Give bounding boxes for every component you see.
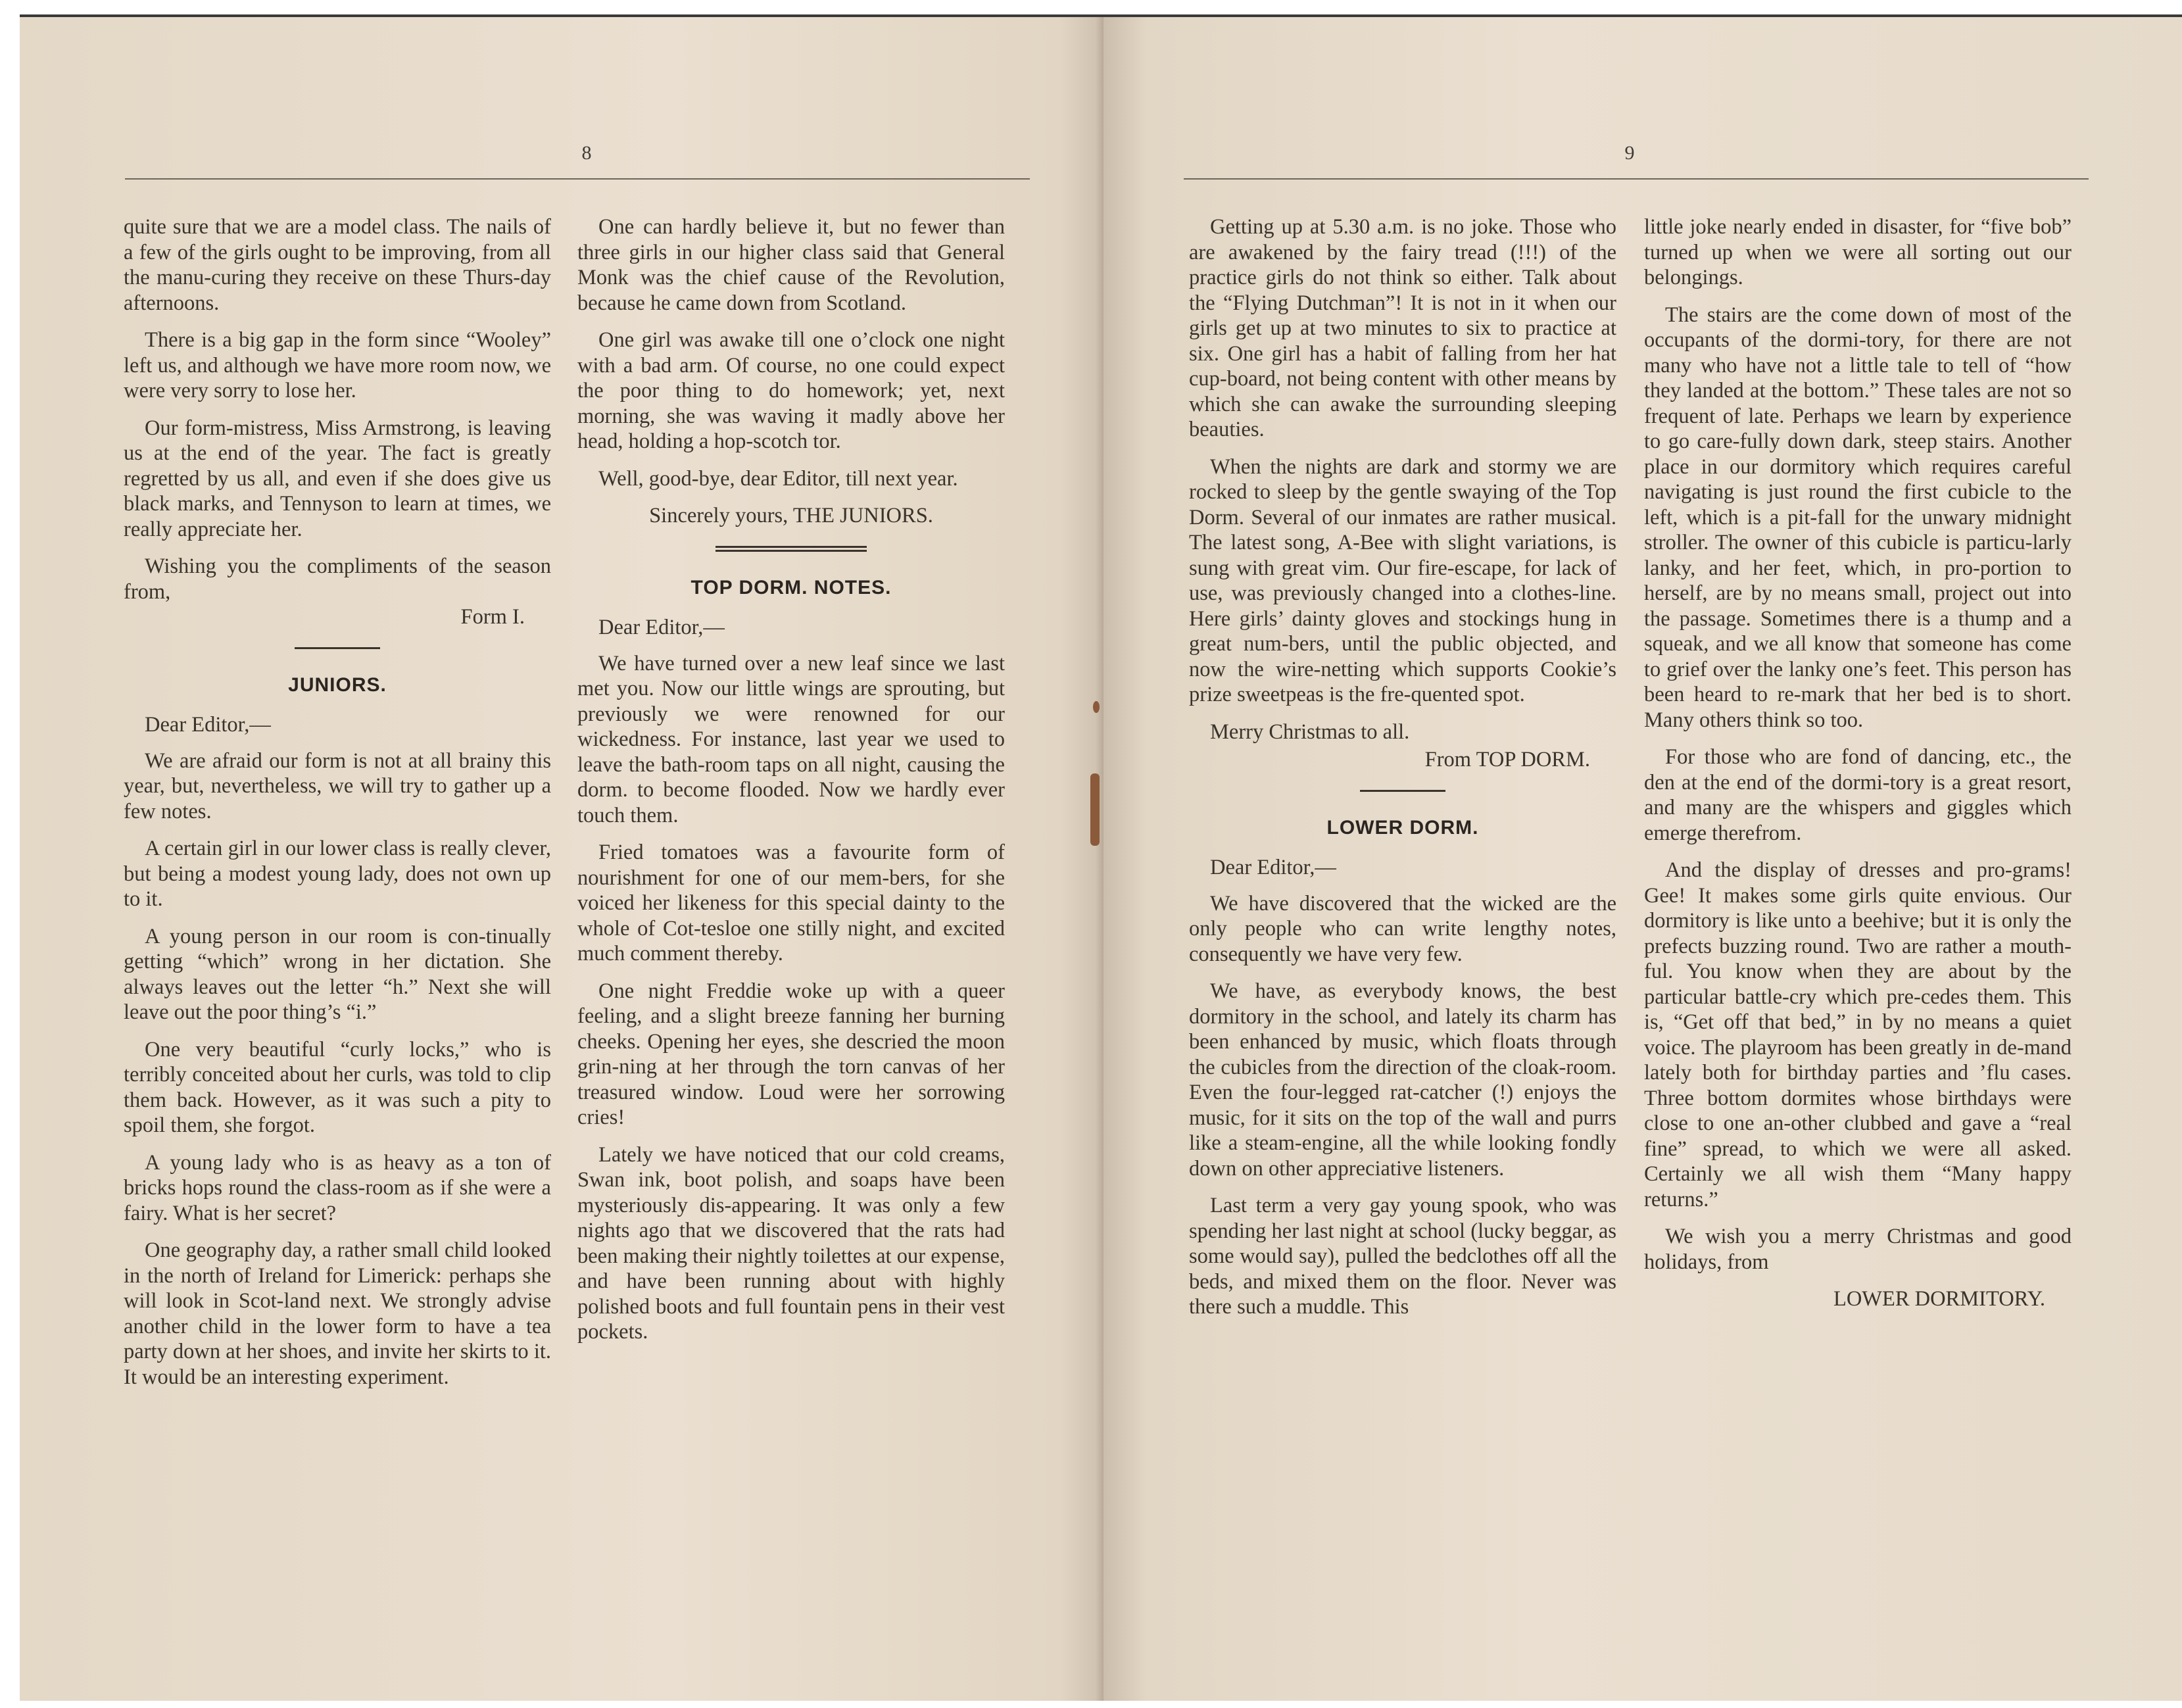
paragraph: A young lady who is as heavy as a ton of bricks hops round the class-room as if she were a fairy. What is her secret? [124,1150,551,1225]
paragraph: And the display of dresses and pro-grams! Gee! It makes some girls quite envious. Our dormitory is like unto a beehive; but it is only the prefects buzzing round. Two are rather a mouth-ful. You know when they are about by the particular battle-cry which pre-cedes them. This is, “Get off that bed,” in by no means a quiet voice. The playroom has been greatly in de-mand lately both for birthday parties and ’flu cases. Three bottom dormites whose birthdays were close to one an-other clubbed and gave a “real fine” spread, to which we were all asked. Certainly we all wish them “Many happy returns.” [1644,858,2072,1211]
paragraph: One girl was awake till one o’clock one night with a bad arm. Of course, no one could expect the poor thing to do homework; yet, next morning, she was waving it madly above her head, holding a hop-scotch tor. [577,328,1005,453]
paragraph: Wishing you the compliments of the season from, [124,554,551,604]
page-right [1103,17,2182,1701]
paragraph: When the nights are dark and stormy we are rocked to sleep by the gentle swaying of the Top Dorm. Several of our inmates are rather musical. The latest song, A-Bee with slight variations, is sung with great vim. Our fire-escape, for lack of use, was previously changed into a clothes-line. Here girls’ dainty gloves and stockings hung in great num-bers, until the public objected, and now the wire-netting which supports Cookie’s prize sweetpeas is the fre-quented spot. [1189,454,1616,706]
salutation: Dear Editor,— [598,616,725,639]
paragraph: We are afraid our form is not at all brainy this year, but, nevertheless, we will try to gather up a few notes. [124,748,551,823]
salutation: Dear Editor,— [145,713,271,737]
paragraph: Fried tomatoes was a favourite form of nourishment for one of our mem-bers, for she voiced her likeness for this special dainty to the whole of Cot-tesloe one stilly night, and excited much comment thereby. [577,841,1005,965]
paragraph: One geography day, a rather small child looked in the north of Ireland for Limerick: perhaps she will look in Scot-land next. We strongly advise another child in the lower form to have a tea party down at her shoes, and invite her skirts to it. It would be an interesting experiment. [124,1238,551,1389]
left-column-1 [124,214,551,1402]
paragraph: We have, as everybody knows, the best dormitory in the school, and lately its charm has been enhanced by music, which floats through the cubicles from the direction of the cloak-room. Even the four-legged rat-catcher (!) enjoys the music, for it sits on the top of the wall and purrs like a steam-engine, all the while looking fondly down on other appreciative listeners. [1189,979,1616,1181]
paragraph: Last term a very gay young spook, who was spending her last night at school (lucky beggar, as some would say), pulled the bedclothes off all the beds, and mixed them on the floor. Never was there such a muddle. This [1189,1194,1616,1319]
signature: From TOP DORM. [1424,748,1590,771]
page-number: 8 [581,142,592,164]
section-heading: TOP DORM. NOTES. [691,576,892,598]
left-column-2 [577,214,1005,1357]
paragraph: quite sure that we are a model class. The nails of a few of the girls ought to be improving, from all the manu-curing they receive on these Thurs-day afternoons. [124,215,551,315]
paragraph: One night Freddie woke up with a queer feeling, and a slight breeze fanning her burning cheeks. Opening her eyes, she descried the moon grin-ning at her through the torn canvas of her treasured window. Loud were her sorrowing cries! [577,979,1005,1129]
separator [715,546,867,552]
paragraph: Our form-mistress, Miss Armstrong, is leaving us at the end of the year. The fact is greatly regretted by us all, and even if she does give us black marks, and Tennyson to learn at times, we really appreciate her. [124,416,551,541]
signature: Sincerely yours, THE JUNIORS. [649,504,933,527]
right-column-1 [1189,214,1616,1332]
paragraph: Getting up at 5.30 a.m. is no joke. Those who are awakened by the fairy tread (!!!) of the practice girls do not think so either. Talk about the “Flying Dutchman”! It is not in it when our girls get up at two minutes to six to practice at six. One girl has a habit of falling from her hat cup-board, not being content with other means by which she can awake the surrounding sleeping beauties. [1189,215,1616,441]
signature: LOWER DORMITORY. [1833,1287,2045,1311]
paragraph: We have turned over a new leaf since we last met you. Now our little wings are sprouting, but previously we were renowned for our wickedness. For instance, last year we used to leave the bath-room taps on all night, causing the dorm. to become flooded. Now we hardly ever touch them. [577,651,1005,827]
paragraph: For those who are fond of dancing, etc., the den at the end of the dormi-tory is a great resort, and many are the whispers and giggles which emerge therefrom. [1644,745,2072,845]
paragraph: There is a big gap in the form since “Wooley” left us, and although we have more room now, we were very sorry to lose her. [124,328,551,403]
paragraph: little joke nearly ended in disaster, for “five bob” turned up when we were all sorting out our belongings. [1644,215,2072,289]
header-rule [125,178,1030,180]
paragraph: We wish you a merry Christmas and good holidays, from [1644,1225,2072,1274]
separator [295,647,380,649]
paragraph: The stairs are the come down of most of the occupants of the dormi-tory, for there are not many who have not a little tale to tell of “how they landed at the bottom.” These tales are not so frequent of late. Perhaps we learn by experience to go care-fully down dark, steep stairs. Another place in our dormitory which requires careful navigating is just round the first cubicle to the left, which is a pit-fall for the unwary midnight stroller. The owner of this cubicle is particu-larly lanky, and her feet, which, in pro-portion to herself, are by no means small, project out into the passage. Sometimes there is a thump and a squeak, and we all know that someone has come to grief over the lanky one’s feet. This person has been heard to re-mark that her bed is to short. Many others think so too. [1644,303,2072,732]
booklet-spread [20,14,2182,1701]
paragraph: A young person in our room is con-tinually getting “which” wrong in her dictation. She always leaves out the letter “h.” Next she will leave out the poor thing’s “i.” [124,924,551,1024]
separator [1360,790,1445,792]
paragraph: A certain girl in our lower class is really clever, but being a modest young lady, does not own up to it. [124,837,551,911]
binding-mark [1090,773,1100,846]
header-rule [1184,178,2089,180]
salutation: Dear Editor,— [1210,856,1336,879]
section-heading: JUNIORS. [288,673,387,696]
signature: Form I. [460,605,525,629]
page-left [20,17,1103,1701]
binding-mark [1093,701,1100,713]
paragraph: One very beautiful “curly locks,” who is terribly conceited about her curls, was told to clip them back. However, as it was such a pity to spoil them, she forgot. [124,1037,551,1137]
page-number: 9 [1624,142,1635,164]
right-column-2 [1644,214,2072,1324]
paragraph: Merry Christmas to all. [1210,720,1410,744]
paragraph: Well, good-bye, dear Editor, till next year. [598,466,958,491]
paragraph: Lately we have noticed that our cold creams, Swan ink, boot polish, and soaps have been mysteriously dis-appearing. It was only a few nights ago that we discovered that the rats had been making their nightly toilettes at our expense, and have been running about with highly polished boots and full fountain pens in their vest pockets. [577,1142,1005,1344]
paragraph: We have discovered that the wicked are the only people who can write lengthy notes, consequently we have very few. [1189,891,1616,966]
paragraph: One can hardly believe it, but no fewer than three girls in our higher class said that General Monk was the chief cause of the Revolution, because he came down from Scotland. [577,215,1005,315]
section-heading: LOWER DORM. [1326,816,1479,839]
